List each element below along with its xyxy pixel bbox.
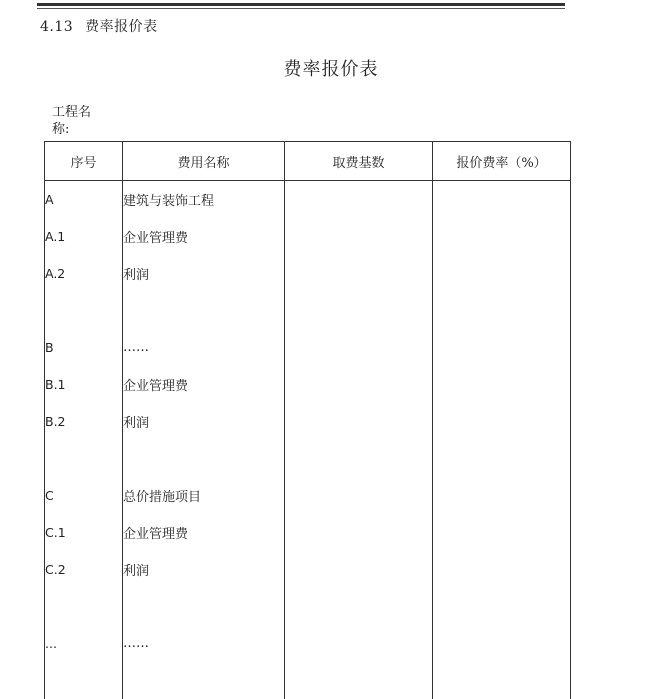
table-row: [45, 625, 571, 662]
row-base-cell[interactable]: [285, 366, 433, 403]
row-name: [123, 662, 285, 699]
rate-quote-table: [44, 141, 571, 699]
table-row: [45, 255, 571, 292]
row-code: C.1: [45, 514, 123, 551]
table-row: [45, 477, 571, 514]
table-row: [45, 366, 571, 403]
header-fee-name: 费用名称: [123, 142, 285, 181]
table-row: [45, 588, 571, 625]
row-rate-cell[interactable]: [433, 181, 571, 219]
row-code: B: [45, 329, 123, 366]
table-row: [45, 551, 571, 588]
row-base-cell[interactable]: [285, 588, 433, 625]
row-code: C.2: [45, 551, 123, 588]
row-name: [123, 588, 285, 625]
table-row: [45, 329, 571, 366]
row-code: C: [45, 477, 123, 514]
row-rate-cell[interactable]: [433, 329, 571, 366]
row-name: 建筑与装饰工程: [123, 181, 285, 219]
row-rate-cell[interactable]: [433, 255, 571, 292]
table-row: [45, 292, 571, 329]
section-number: 4.13: [40, 19, 74, 35]
header-rate: 报价费率（%）: [433, 142, 571, 181]
row-base-cell[interactable]: [285, 255, 433, 292]
row-rate-cell[interactable]: [433, 551, 571, 588]
table-row: [45, 181, 571, 219]
row-base-cell[interactable]: [285, 477, 433, 514]
row-rate-cell[interactable]: [433, 218, 571, 255]
section-heading: [40, 16, 158, 36]
row-code: [45, 588, 123, 625]
row-name: 利润: [123, 255, 285, 292]
row-name: 总价措施项目: [123, 477, 285, 514]
row-base-cell[interactable]: [285, 551, 433, 588]
row-name: 企业管理费: [123, 366, 285, 403]
row-base-cell[interactable]: [285, 218, 433, 255]
row-name: 企业管理费: [123, 514, 285, 551]
header-serial: 序号: [45, 142, 123, 181]
row-base-cell[interactable]: [285, 662, 433, 699]
row-base-cell[interactable]: [285, 403, 433, 440]
row-code: A.2: [45, 255, 123, 292]
row-rate-cell[interactable]: [433, 477, 571, 514]
table-header-row: [45, 142, 571, 181]
row-name: [123, 292, 285, 329]
row-name: 利润: [123, 551, 285, 588]
row-name: ……: [123, 625, 285, 662]
row-code: B.2: [45, 403, 123, 440]
row-rate-cell[interactable]: [433, 440, 571, 477]
row-name: [123, 440, 285, 477]
row-code: [45, 440, 123, 477]
table-row: [45, 662, 571, 699]
row-base-cell[interactable]: [285, 514, 433, 551]
row-base-cell[interactable]: [285, 625, 433, 662]
table-row: [45, 514, 571, 551]
top-rule-thin: [37, 8, 565, 9]
row-name: 企业管理费: [123, 218, 285, 255]
section-title: 费率报价表: [85, 19, 158, 35]
row-base-cell[interactable]: [285, 292, 433, 329]
row-rate-cell[interactable]: [433, 514, 571, 551]
row-name: ……: [123, 329, 285, 366]
row-rate-cell[interactable]: [433, 625, 571, 662]
row-base-cell[interactable]: [285, 329, 433, 366]
top-rule: [37, 3, 565, 6]
row-code: [45, 662, 123, 699]
row-code: ...: [45, 625, 123, 662]
header-fee-base: 取费基数: [285, 142, 433, 181]
row-rate-cell[interactable]: [433, 366, 571, 403]
table-row: [45, 403, 571, 440]
table-row: [45, 218, 571, 255]
row-code: A: [45, 181, 123, 219]
page-title: 费率报价表: [283, 59, 379, 80]
row-name: 利润: [123, 403, 285, 440]
table-row: [45, 440, 571, 477]
row-code: A.1: [45, 218, 123, 255]
row-base-cell[interactable]: [285, 440, 433, 477]
row-base-cell[interactable]: [285, 181, 433, 219]
row-rate-cell[interactable]: [433, 588, 571, 625]
project-name-label: 工程名称:: [52, 105, 92, 137]
row-code: [45, 292, 123, 329]
row-rate-cell[interactable]: [433, 292, 571, 329]
row-rate-cell[interactable]: [433, 403, 571, 440]
row-rate-cell[interactable]: [433, 662, 571, 699]
row-code: B.1: [45, 366, 123, 403]
